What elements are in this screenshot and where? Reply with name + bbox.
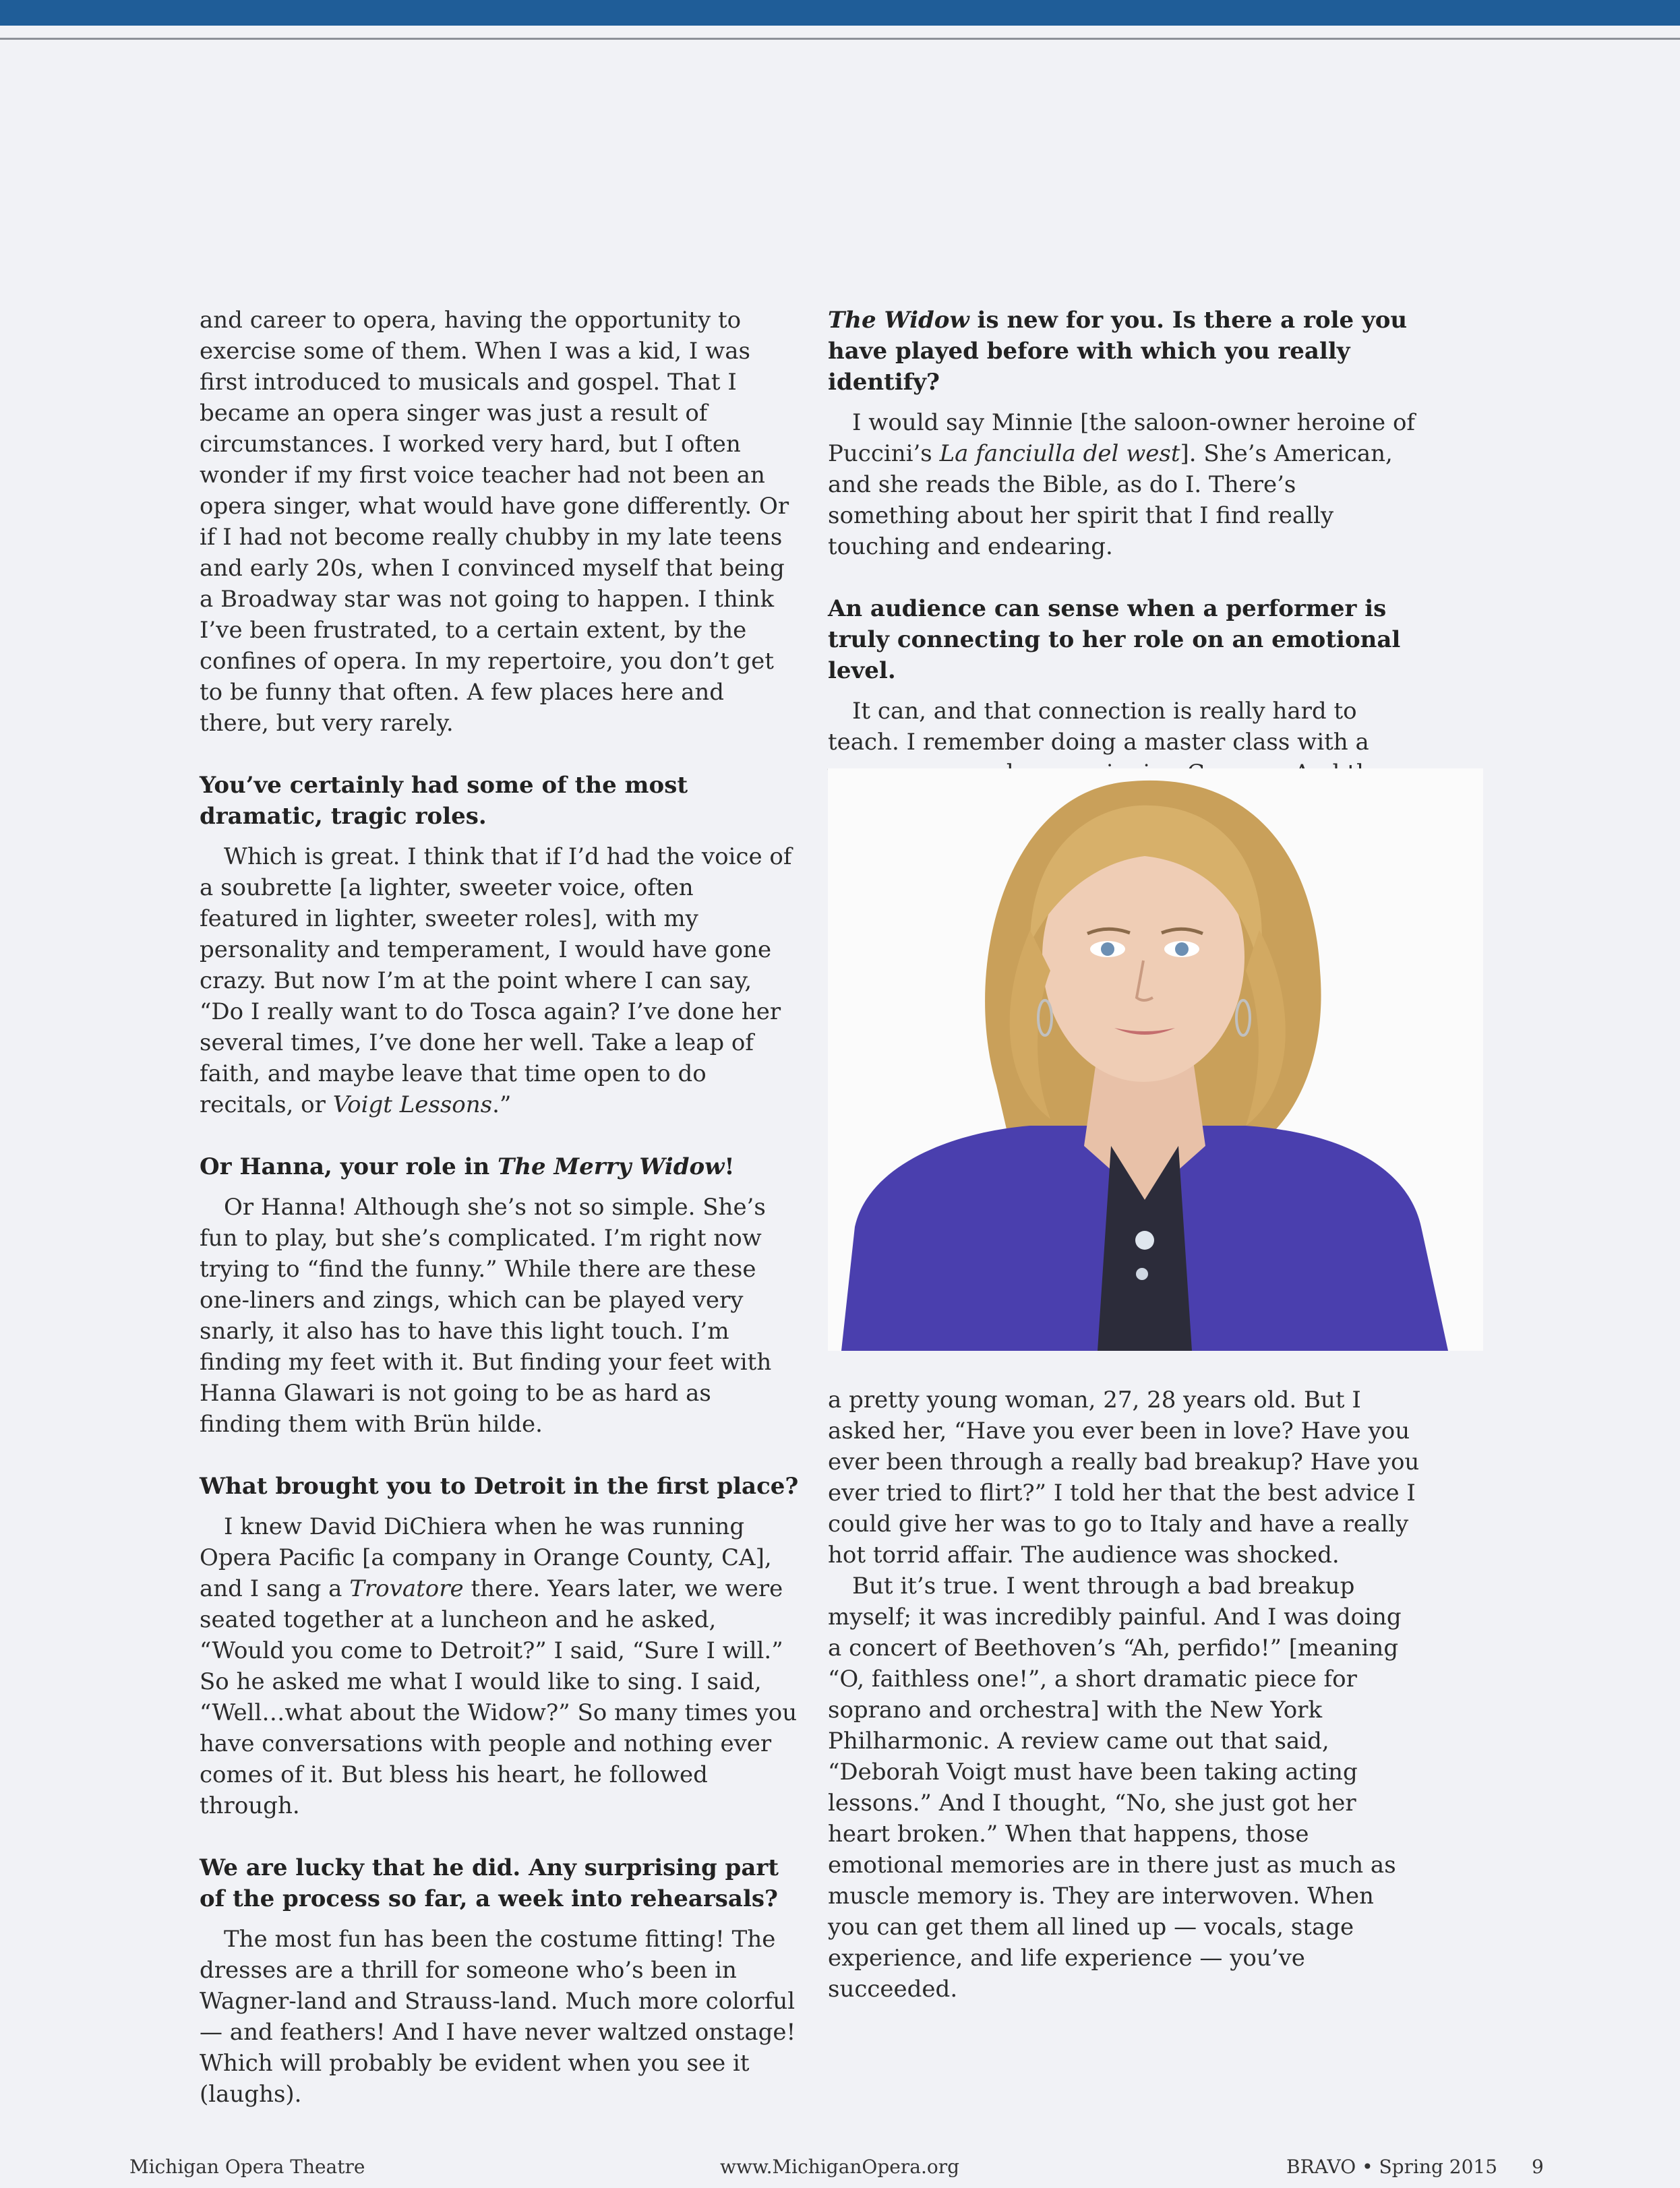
footer-publisher: Michigan Opera Theatre — [129, 2156, 365, 2178]
portrait-illustration — [828, 768, 1483, 1351]
answer-detroit: I knew David DiChiera when he was running Opera Pacific [a company in Orange County, CA], and I sang a Trovatore there. Years later, we were seated together at a luncheon and he asked, “Would you come to Detroit?” I said, “Sure I will.” So he asked me what I would like to sing. I said, “Well…what about the Widow?” So many times you have conversations with people and nothing ever comes of it. But bless his heart, he followed through. — [200, 1513, 798, 1819]
right-column-bottom — [828, 1385, 1421, 2005]
question-dramatic-roles: You’ve certainly had some of the most dramatic, tragic roles. — [200, 772, 688, 830]
answer-dramatic-roles: Which is great. I think that if I’d had the voice of a soubrette [a lighter, sweeter voice, often featured in lighter, sweeter roles], with my personality and temperament, I would have gone crazy. But now I’m at the point where I can say, “Do I really want to do Tosca again? I’ve done her several times, I’ve done her well. Take a leap of faith, and maybe leave that time open to do recitals, or Voigt Lessons.” — [200, 843, 792, 1118]
page-number: 9 — [1532, 2156, 1544, 2178]
answer-breakup: But it’s true. I went through a bad breakup myself; it was incredibly painful. And I was doing a concert of Beethoven’s “Ah, perfido!” [meaning “O, faithless one!”, a short dramatic piece for soprano and orchestra] with the New York Philharmonic. A review came out that said, “Deborah Voigt must have been taking acting lessons.” And I thought, “No, she just got her heart broken.” When that happens, those emotional memories are in there just as much as muscle memory is. They are interwoven. When you can get them all lined up — vocals, stage experience, and life experience — you’ve succeeded. — [828, 1573, 1402, 2003]
question-emotional-level: An audience can sense when a performer is truly connecting to her role on an emotional level. — [828, 595, 1401, 684]
top-divider-rule — [0, 38, 1680, 40]
answer-identify-role: I would say Minnie [the saloon-owner heroine of Puccini’s La fanciulla del west]. She’s American, and she reads the Bible, as do I. There’s something about her spirit that I find really touching and endearing. — [828, 409, 1415, 560]
left-column — [200, 305, 800, 2110]
continued-answer: and career to opera, having the opportunity to exercise some of them. When I was a kid, I was first introduced to musicals and gospel. That I became an opera singer was just a result of circumstances. I worked very hard, but I often wonder if my first voice teacher had not been an opera singer, what would have gone differently. Or if I had not become really chubby in my late teens and early 20s, when I convinced myself that being a Broadway star was not going to happen. I think I’ve been frustrated, to a certain extent, by the confines of opera. In my repertoire, you don’t get to be funny that often. A few places here and there, but very rarely. — [200, 307, 789, 737]
question-detroit: What brought you to Detroit in the first place? — [200, 1473, 799, 1500]
footer-website-link[interactable]: www.MichiganOpera.org — [720, 2156, 960, 2178]
portrait-photo — [828, 768, 1483, 1351]
question-rehearsals: We are lucky that he did. Any surprising part of the process so far, a week into rehearsals? — [200, 1854, 779, 1912]
answer-emotional-level-part2: a pretty young woman, 27, 28 years old. But I asked her, “Have you ever been in love? Have you ever been through a really bad breakup? Have you ever tried to flirt?” I told her that the best advice I could give her was to go to Italy and have a really hot torrid affair. The audience was shocked. — [828, 1387, 1420, 1569]
top-color-bar — [0, 0, 1680, 26]
answer-emotional-level-part1: It can, and that connection is really hard to teach. I remember doing a master class with a — [828, 698, 1369, 756]
answer-rehearsals: The most fun has been the costume fitting! The dresses are a thrill for someone who’s been in Wagner-land and Strauss-land. Much more colorful — and feathers! And I have never waltzed onstage! Which will probably be evident when you see it (laughs). — [200, 1926, 796, 2108]
answer-hanna-role: Or Hanna! Although she’s not so simple. She’s fun to play, but she’s complicated. I’m right now trying to “find the funny.” While there are these one-liners and zings, which can be played very snarly, it also has to have this light touch. I’m finding my feet with it. But finding your feet with Hanna Glawari is not going to be as hard as finding them with Brün hilde. — [200, 1194, 772, 1438]
question-identify-role: The Widow is new for you. Is there a role you have played before with which you really identify? — [828, 307, 1408, 396]
question-hanna-role: Or Hanna, your role in The Merry Widow! — [200, 1153, 735, 1180]
footer-issue: BRAVO • Spring 2015 — [1286, 2156, 1498, 2178]
